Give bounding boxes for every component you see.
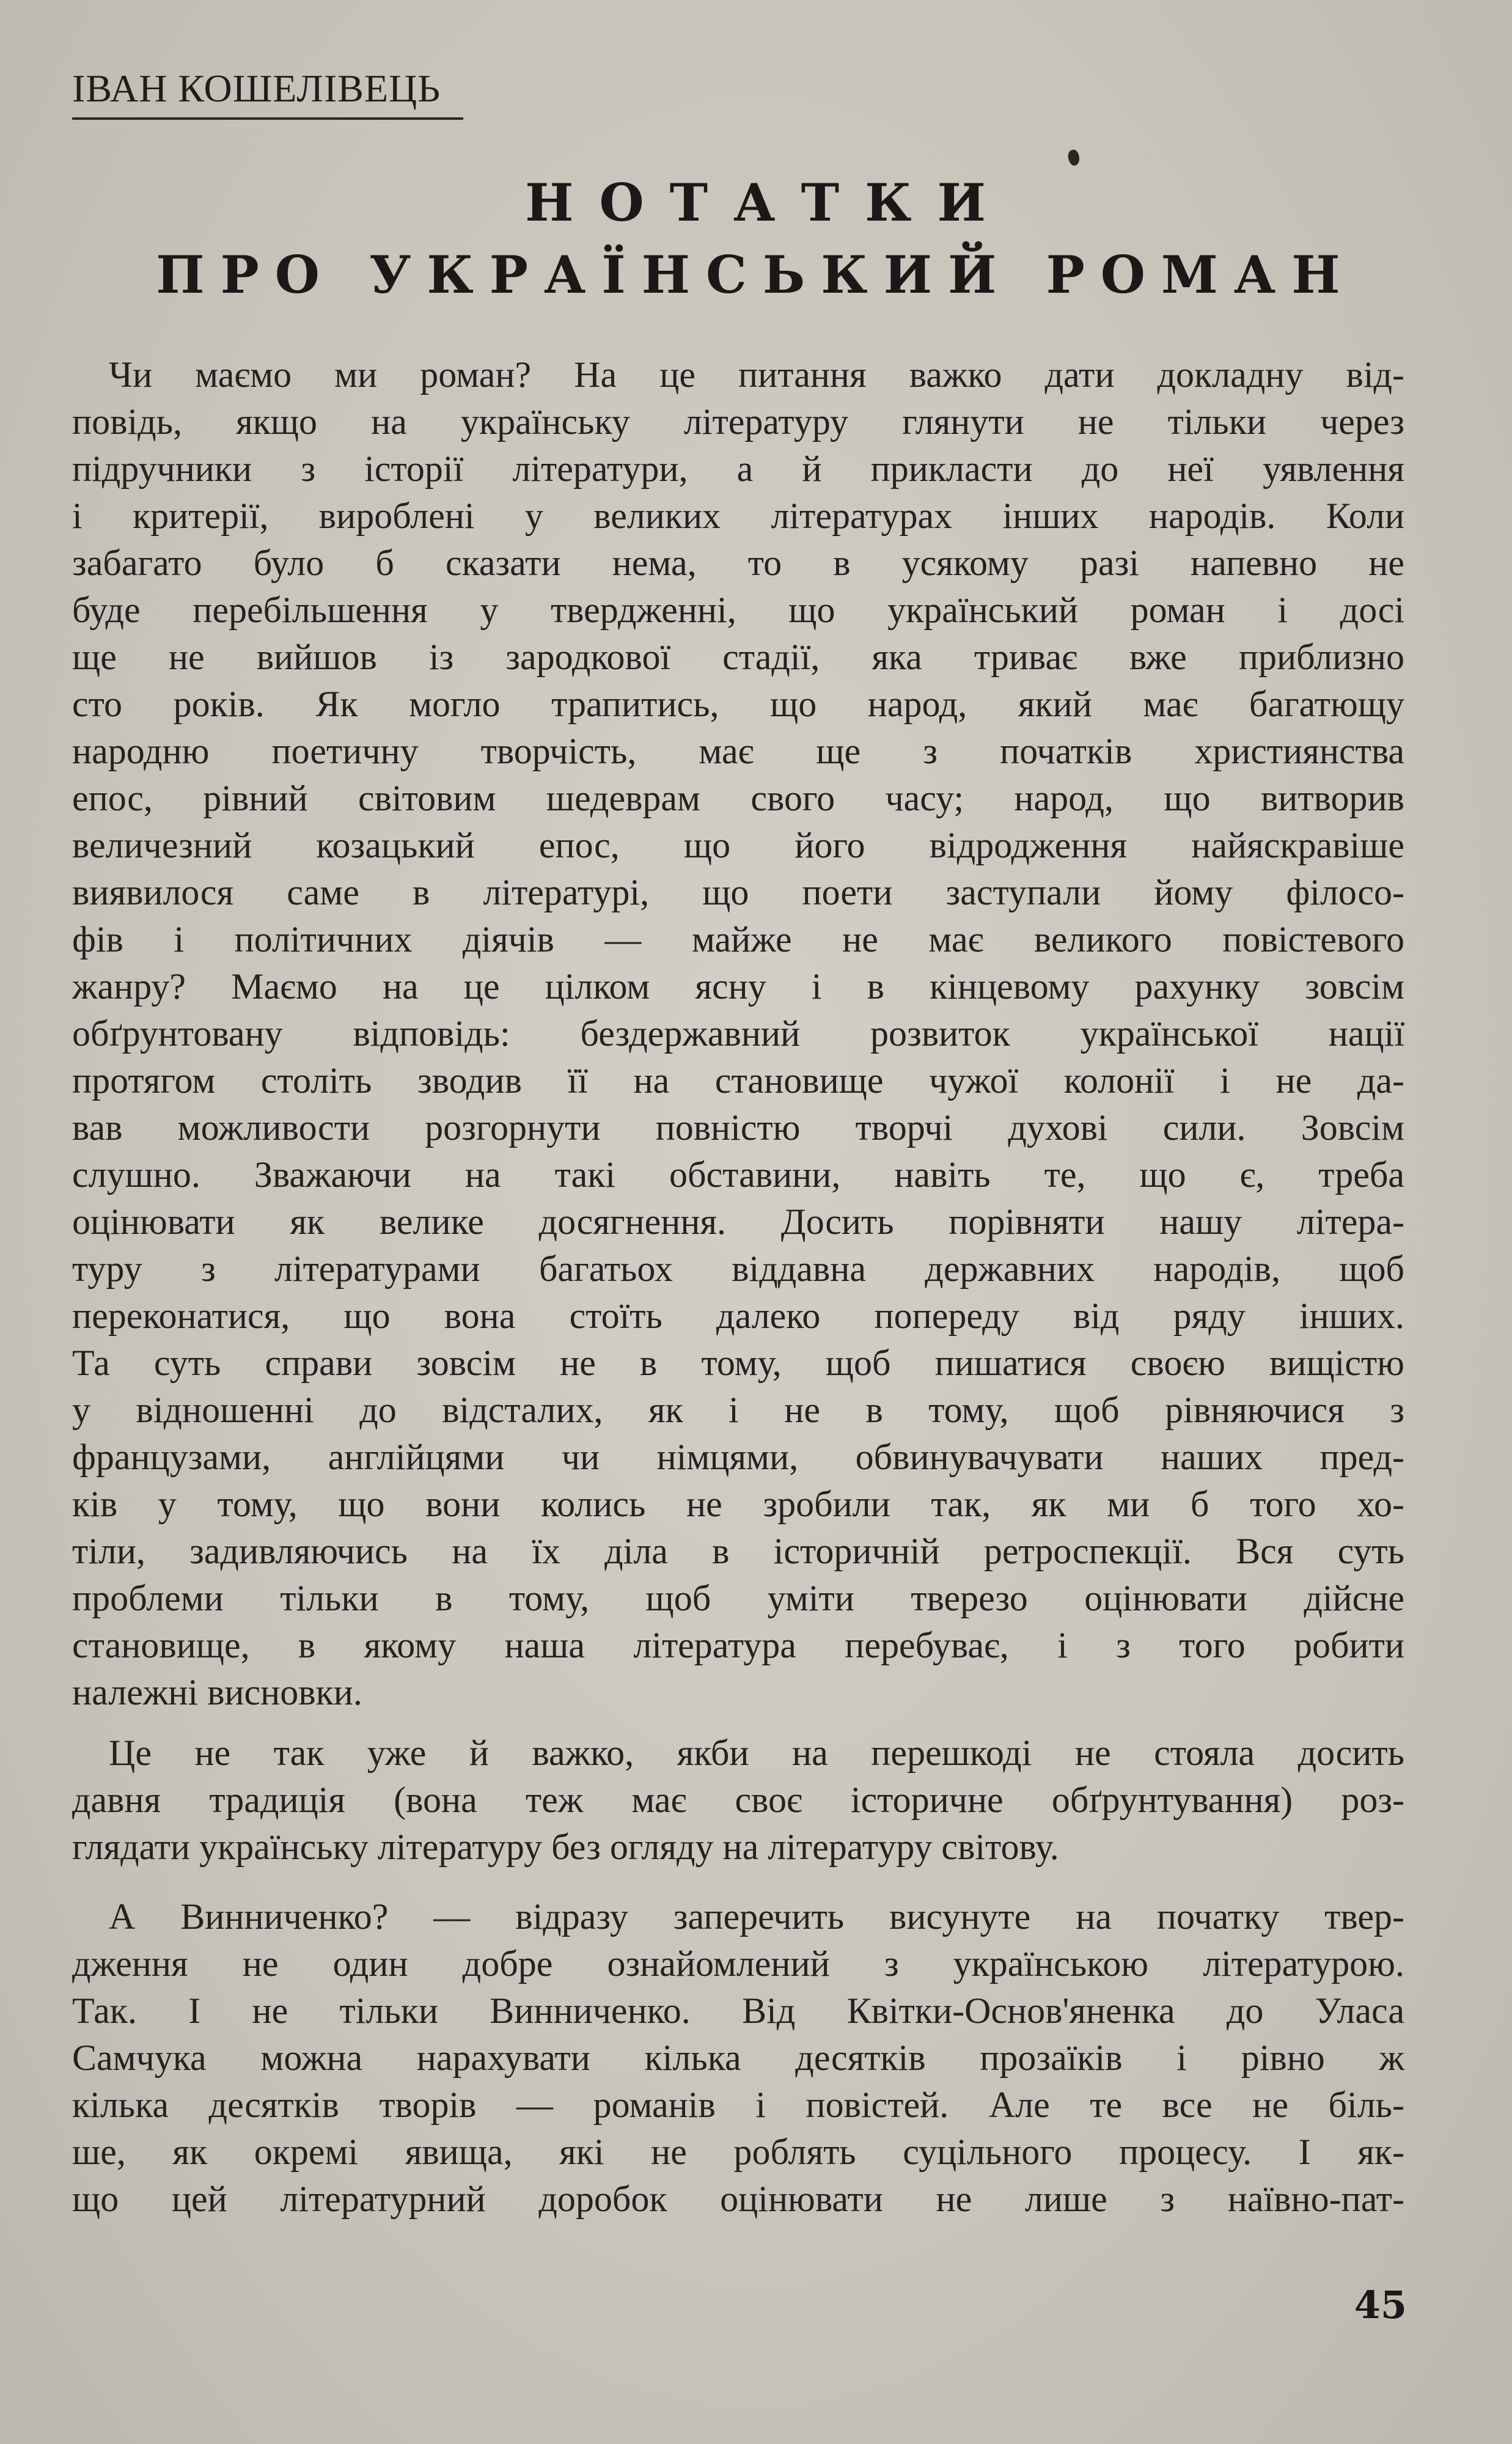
ink-blot-mark — [1066, 149, 1081, 167]
text-line: проблеми тільки в тому, щоб уміти тверезо оцінювати дійсне — [72, 1578, 1404, 1618]
text-line: у відношенні до відсталих, як і не в тому, щоб рівняючися з — [72, 1390, 1404, 1430]
page-number: 45 — [1354, 2283, 1407, 2327]
text-line: повідь, якщо на українську літературу глянути не тільки через — [72, 402, 1404, 442]
text-line: належні висновки. — [72, 1672, 362, 1712]
text-line: жанру? Маємо на це цілком ясну і в кінцевому рахунку зовсім — [72, 966, 1404, 1007]
text-line: Так. І не тільки Винниченко. Від Квітки-Основ'яненка до Уласа — [72, 1991, 1404, 2031]
text-line: ків у тому, що вони колись не зробили так, як ми б того хо- — [72, 1484, 1404, 1524]
text-line: дження не один добре ознайомлений з українською літературою. — [72, 1943, 1404, 1984]
text-line: туру з літературами багатьох віддавна державних народів, щоб — [72, 1249, 1404, 1289]
running-head-rule — [72, 117, 463, 120]
text-line: оцінювати як велике досягнення. Досить порівняти нашу літера- — [72, 1202, 1404, 1242]
text-line: величезний козацький епос, що його відродження найяскравіше — [72, 825, 1404, 865]
text-line: слушно. Зважаючи на такі обставини, навіть те, що є, треба — [72, 1154, 1404, 1195]
text-line: тіли, задивляючись на їх діла в історичній ретроспекції. Вся суть — [72, 1531, 1404, 1571]
text-line: сто років. Як могло трапитись, що народ, який має багатющу — [72, 684, 1404, 724]
paragraph-3 — [72, 1893, 1404, 2223]
text-line: епос, рівний світовим шедеврам свого часу; народ, що витворив — [72, 778, 1404, 818]
text-line: Самчука можна нарахувати кілька десятків прозаїків і рівно ж — [72, 2038, 1404, 2078]
text-line: Чи маємо ми роман? На це питання важко дати докладну від- — [72, 354, 1404, 395]
text-line: буде перебільшення у твердженні, що український роман і досі — [72, 590, 1404, 630]
article-title-line-2: ПРО УКРАЇНСЬКИЙ РОМАН — [156, 244, 1356, 305]
text-line: народню поетичну творчість, має ще з початків християнства — [72, 731, 1404, 771]
text-line: А Винниченко? — відразу заперечить висунуте на початку твер- — [72, 1896, 1404, 1937]
text-line: переконатися, що вона стоїть далеко попереду від ряду інших. — [72, 1296, 1404, 1336]
text-line: давня традиція (вона теж має своє історичне обґрунтування) роз- — [72, 1780, 1404, 1820]
text-line: що цей літературний доробок оцінювати не лише з наївно-пат- — [72, 2179, 1404, 2219]
text-line: кілька десятків творів — романів і повістей. Але те все не біль- — [72, 2085, 1404, 2125]
text-line: обґрунтовану відповідь: бездержавний розвиток української нації — [72, 1013, 1404, 1054]
text-line: і критерії, вироблені у великих літературах інших народів. Коли — [72, 496, 1404, 536]
paragraph-1 — [72, 351, 1404, 1716]
text-line: виявилося саме в літературі, що поети заступали йому філосо- — [72, 872, 1404, 912]
running-head-author: ІВАН КОШЕЛІВЕЦЬ — [72, 67, 441, 110]
text-line: глядати українську літературу без огляду на літературу світову. — [72, 1827, 1059, 1867]
text-line: Це не так уже й важко, якби на перешкоді не стояла досить — [72, 1733, 1404, 1773]
text-line: вав можливости розгорнути повністю творчі духові сили. Зовсім — [72, 1107, 1404, 1148]
text-line: підручники з історії літератури, а й прикласти до неї уявлення — [72, 449, 1404, 489]
text-line: фів і політичних діячів — майже не має великого повістевого — [72, 919, 1404, 960]
article-title-line-1: НОТАТКИ — [525, 172, 1011, 233]
text-line: Та суть справи зовсім не в тому, щоб пишатися своєю вищістю — [72, 1343, 1404, 1383]
text-line: протягом століть зводив її на становище чужої колонії і не да- — [72, 1060, 1404, 1101]
text-line: становище, в якому наша література перебуває, і з того робити — [72, 1625, 1404, 1665]
text-line: ще не вийшов із зародкової стадії, яка триває вже приблизно — [72, 637, 1404, 677]
text-line: забагато було б сказати нема, то в усякому разі напевно не — [72, 543, 1404, 583]
text-line: французами, англійцями чи німцями, обвинувачувати наших пред- — [72, 1437, 1404, 1477]
text-line: ше, як окремі явища, які не роблять суцільного процесу. І як- — [72, 2132, 1404, 2172]
paragraph-2 — [72, 1730, 1404, 1871]
